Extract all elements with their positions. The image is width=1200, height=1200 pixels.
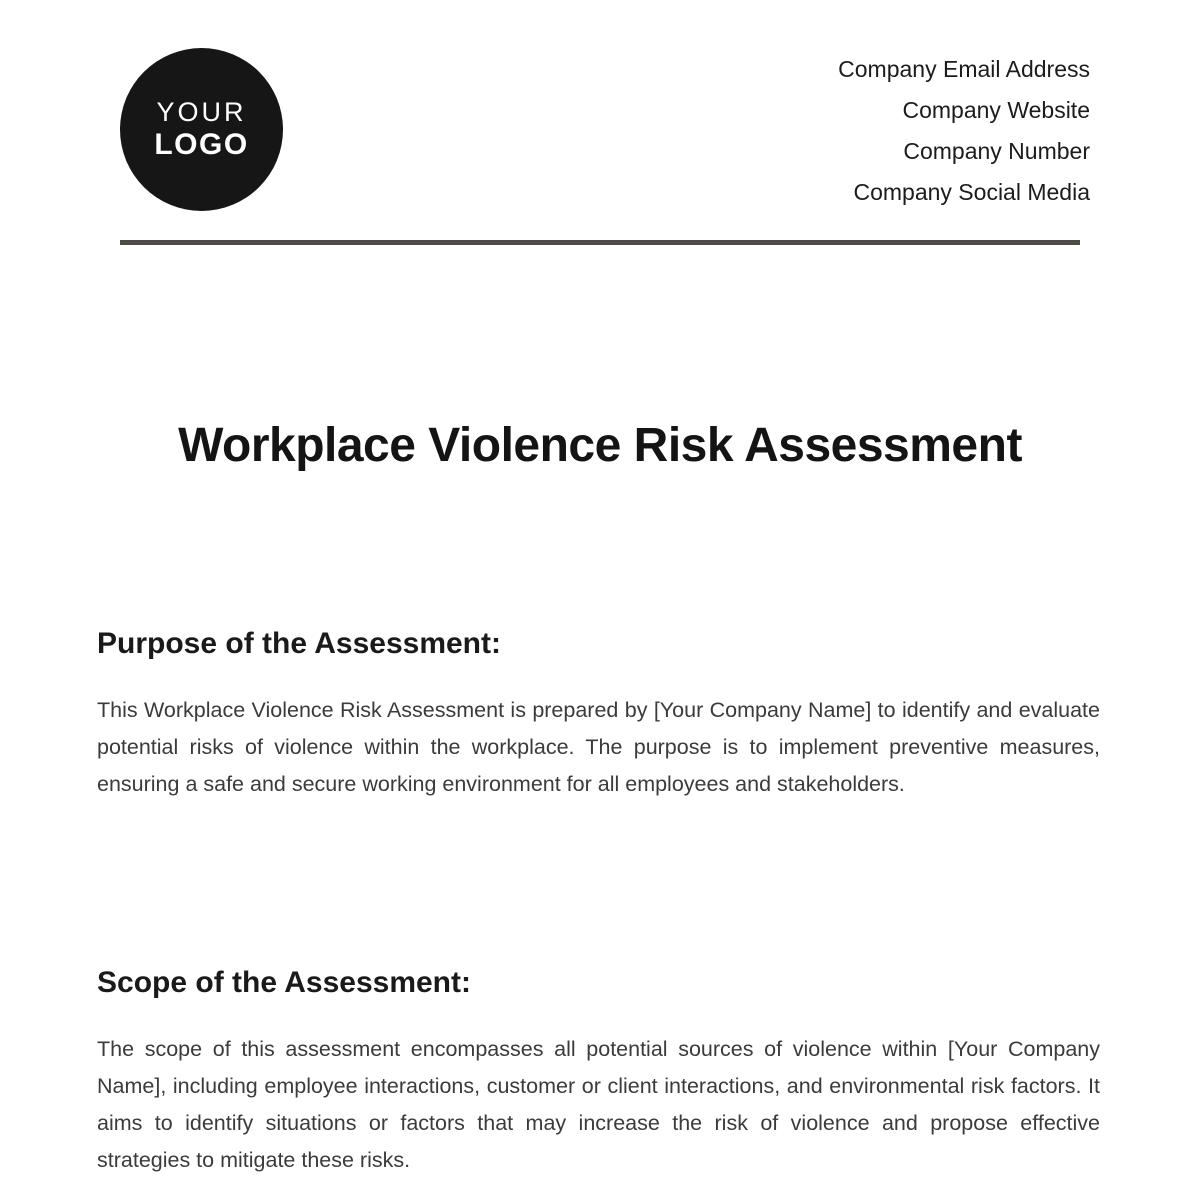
logo-text-logo: LOGO <box>154 128 249 162</box>
company-number-line: Company Number <box>903 138 1090 164</box>
header-divider <box>120 240 1080 245</box>
company-logo <box>120 48 283 211</box>
section-heading-scope: Scope of the Assessment: <box>97 966 471 999</box>
section-body-purpose: This Workplace Violence Risk Assessment is prepared by [Your Company Name] to identify and evaluate potential risks of violence within the workplace. The purpose is to implement preventive measures, ensuring a safe and secure working environment for all employees and stakeholders. <box>97 698 1100 796</box>
section-body-scope: The scope of this assessment encompasses all potential sources of violence within [Your Company Name], including employee interactions, customer or client interactions, and environmental risk factors. It aims to identify situations or factors that may increase the risk of violence and propose effective strategies to mitigate these risks. <box>97 1037 1100 1172</box>
company-email-line: Company Email Address <box>838 56 1090 82</box>
logo-text-your: YOUR <box>156 96 247 127</box>
company-social-media-line: Company Social Media <box>853 179 1090 205</box>
company-contact-block <box>838 49 1090 213</box>
company-website-line: Company Website <box>902 97 1090 123</box>
page-title: Workplace Violence Risk Assessment <box>178 419 1022 472</box>
section-heading-purpose: Purpose of the Assessment: <box>97 627 501 660</box>
